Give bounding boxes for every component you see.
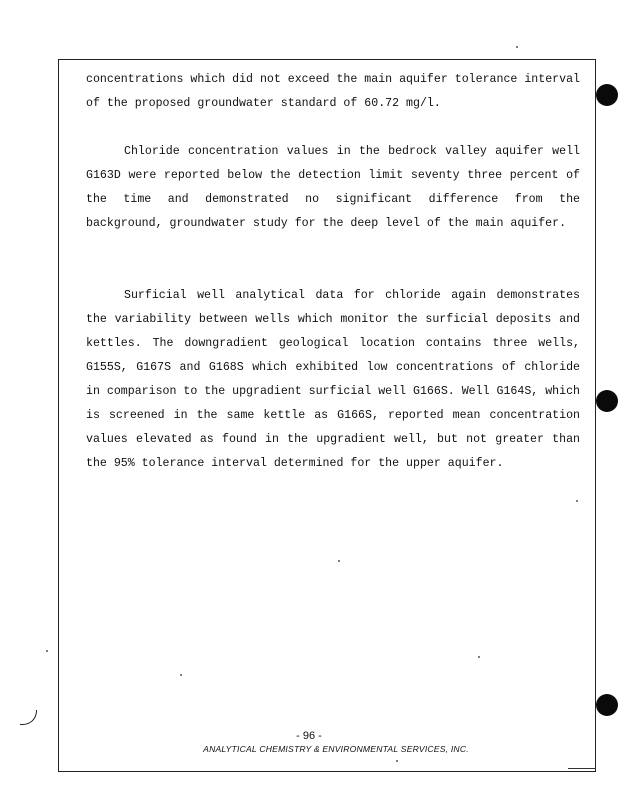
binder-hole-top [596, 84, 618, 106]
scan-speck [576, 500, 578, 502]
binder-hole-middle [596, 390, 618, 412]
scan-speck [180, 674, 182, 676]
scan-mark [20, 710, 37, 725]
paragraph-surficial-chloride: Surficial well analytical data for chloride again demonstrates the variability between wells which monitor the surficial deposits and kettles. The downgradient geological location contains three wells, G155S, G167S and G168S which exhibited low concentrations of chloride in comparison to the upgradient surficial well G166S. Well G164S, which is screened in the same kettle as G166S, reported mean concentration values elevated as found in the upgradient well, but not greater than the 95% tolerance interval determined for the upper aquifer. [86, 289, 580, 470]
page-number: - 96 - [296, 730, 322, 742]
scan-speck [516, 46, 518, 48]
scan-speck [338, 560, 340, 562]
scan-speck [46, 650, 48, 652]
scan-dash [568, 768, 596, 769]
scan-speck [396, 760, 398, 762]
paragraph-bedrock-chloride: Chloride concentration values in the bedrock valley aquifer well G163D were reported below the detection limit seventy three percent of the time and demonstrated no significant difference from the background, groundwater study for the deep level of the main aquifer. [86, 145, 580, 230]
paragraph-continuation: concentrations which did not exceed the main aquifer tolerance interval of the proposed groundwater standard of 60.72 mg/l. [86, 73, 580, 110]
binder-hole-bottom [596, 694, 618, 716]
footer-company-name: ANALYTICAL CHEMISTRY & ENVIRONMENTAL SERVICES, INC. [203, 744, 469, 754]
scan-speck [478, 656, 480, 658]
